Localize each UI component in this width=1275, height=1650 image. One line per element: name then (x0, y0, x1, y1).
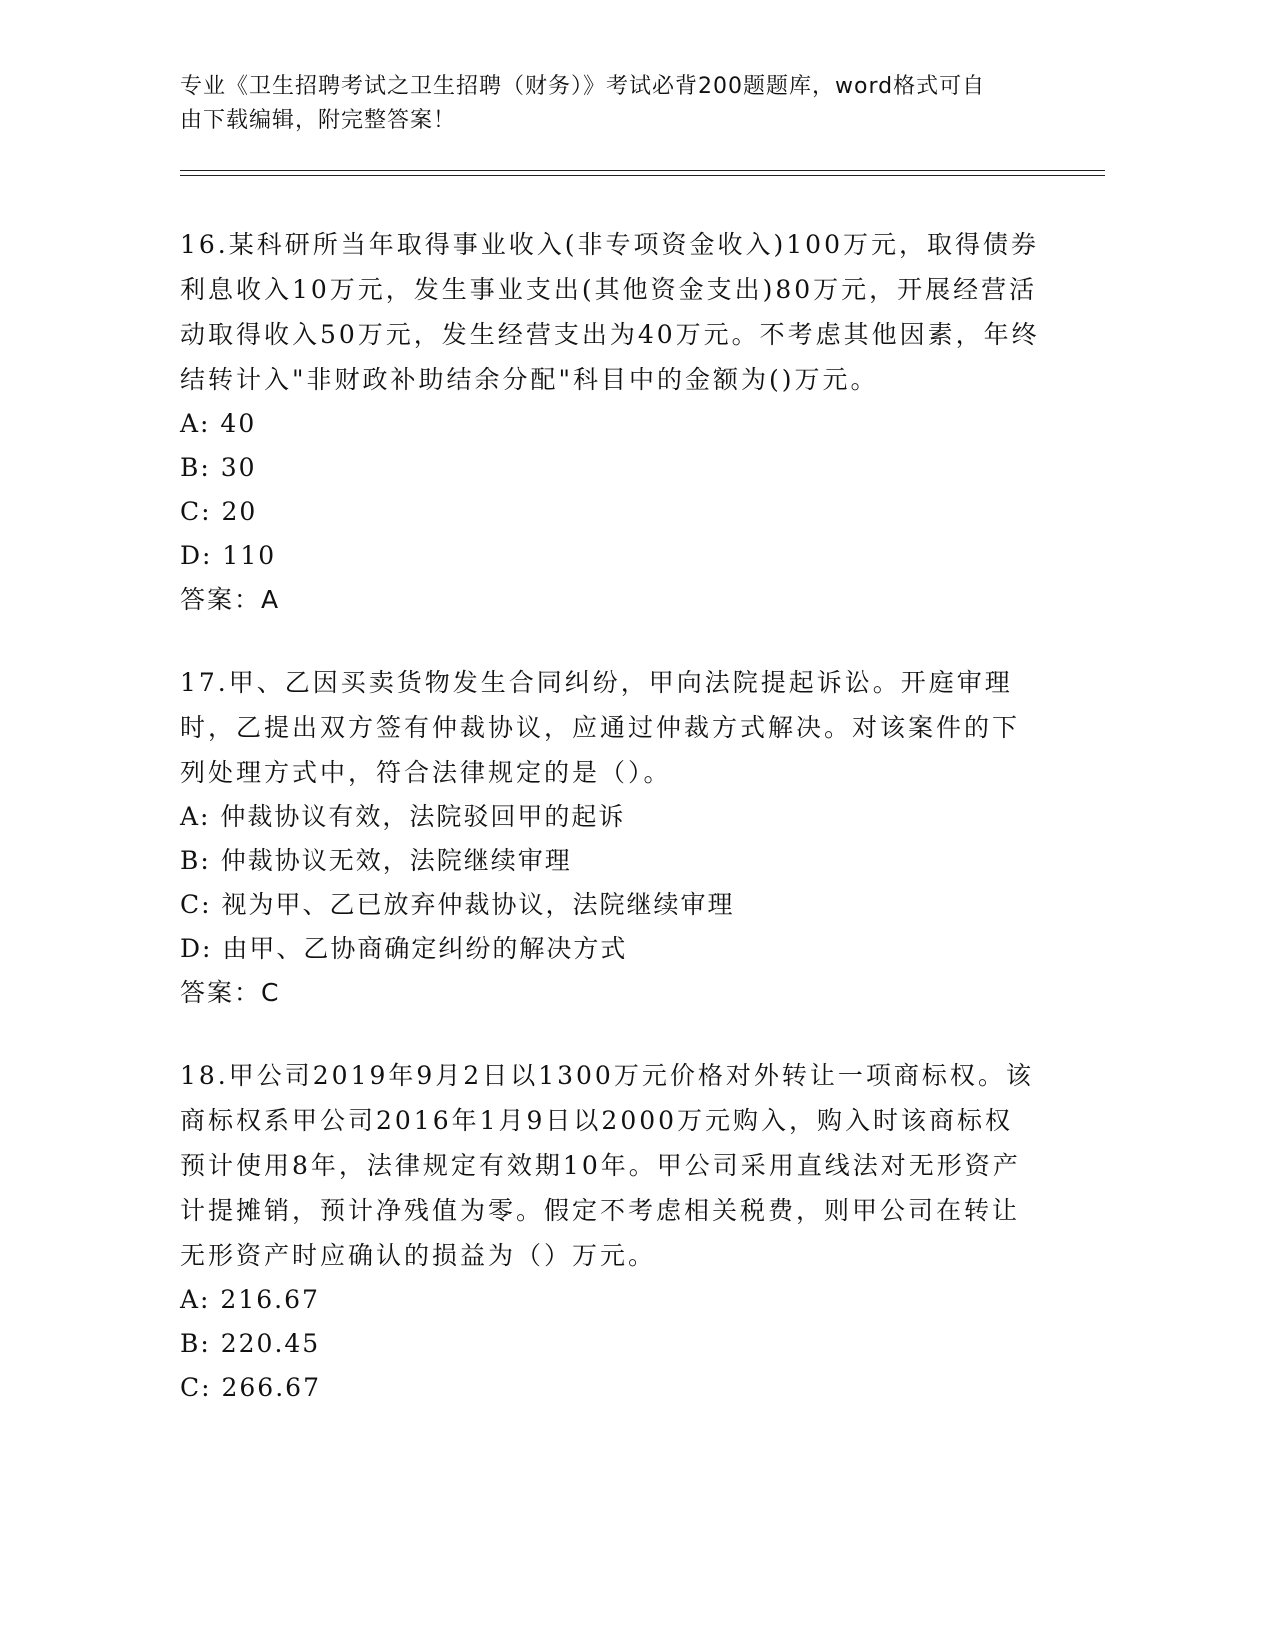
option-b: B: 仲裁协议无效，法院继续审理 (180, 846, 572, 875)
header-line-2: 由下载编辑，附完整答案！ (180, 108, 457, 133)
answer-label: 答案：C (180, 978, 281, 1007)
option-d: D: 110 (180, 541, 277, 570)
option-a: A: 216.67 (180, 1285, 320, 1314)
question-stem: 16.某科研所当年取得事业收入(非专项资金收入)100万元，取得债券利息收入10万元，发生事业支出(其他资金支出)80万元，开展经营活动取得收入50万元，发生经营支出为40万元。不考虑其他因素，年终结转计入"非财政补助结余分配"科目中的金额为()万元。 (180, 230, 1040, 394)
question-list (180, 222, 1040, 1448)
header-line-1: 专业《卫生招聘考试之卫生招聘（财务）》考试必背200题题库，word格式可自 (180, 74, 986, 99)
question-stem: 18.甲公司2019年9月2日以1300万元价格对外转让一项商标权。该商标权系甲公司2016年1月9日以2000万元购入，购入时该商标权预计使用8年，法律规定有效期10年。甲公司采用直线法对无形资产计提摊销，预计净残值为零。假定不考虑相关税费，则甲公司在转让无形资产时应确认的损益为（）万元。 (180, 1061, 1034, 1270)
option-c: C: 266.67 (180, 1373, 321, 1402)
header-divider-bottom (180, 175, 1105, 176)
answer-label: 答案：A (180, 585, 281, 614)
question-16 (180, 222, 1040, 622)
question-stem: 17.甲、乙因买卖货物发生合同纠纷，甲向法院提起诉讼。开庭审理时，乙提出双方签有仲裁协议，应通过仲裁方式解决。对该案件的下列处理方式中，符合法律规定的是（）。 (180, 668, 1021, 787)
question-17 (180, 660, 1040, 1015)
option-b: B: 220.45 (180, 1329, 321, 1358)
option-a: A: 40 (180, 409, 257, 438)
option-b: B: 30 (180, 453, 257, 482)
option-a: A: 仲裁协议有效，法院驳回甲的起诉 (180, 802, 626, 831)
option-c: C: 20 (180, 497, 258, 526)
header-divider-top (180, 170, 1105, 171)
option-d: D: 由甲、乙协商确定纠纷的解决方式 (180, 934, 628, 963)
option-c: C: 视为甲、乙已放弃仲裁协议，法院继续审理 (180, 890, 735, 919)
question-18 (180, 1053, 1040, 1410)
document-header (180, 70, 1040, 138)
